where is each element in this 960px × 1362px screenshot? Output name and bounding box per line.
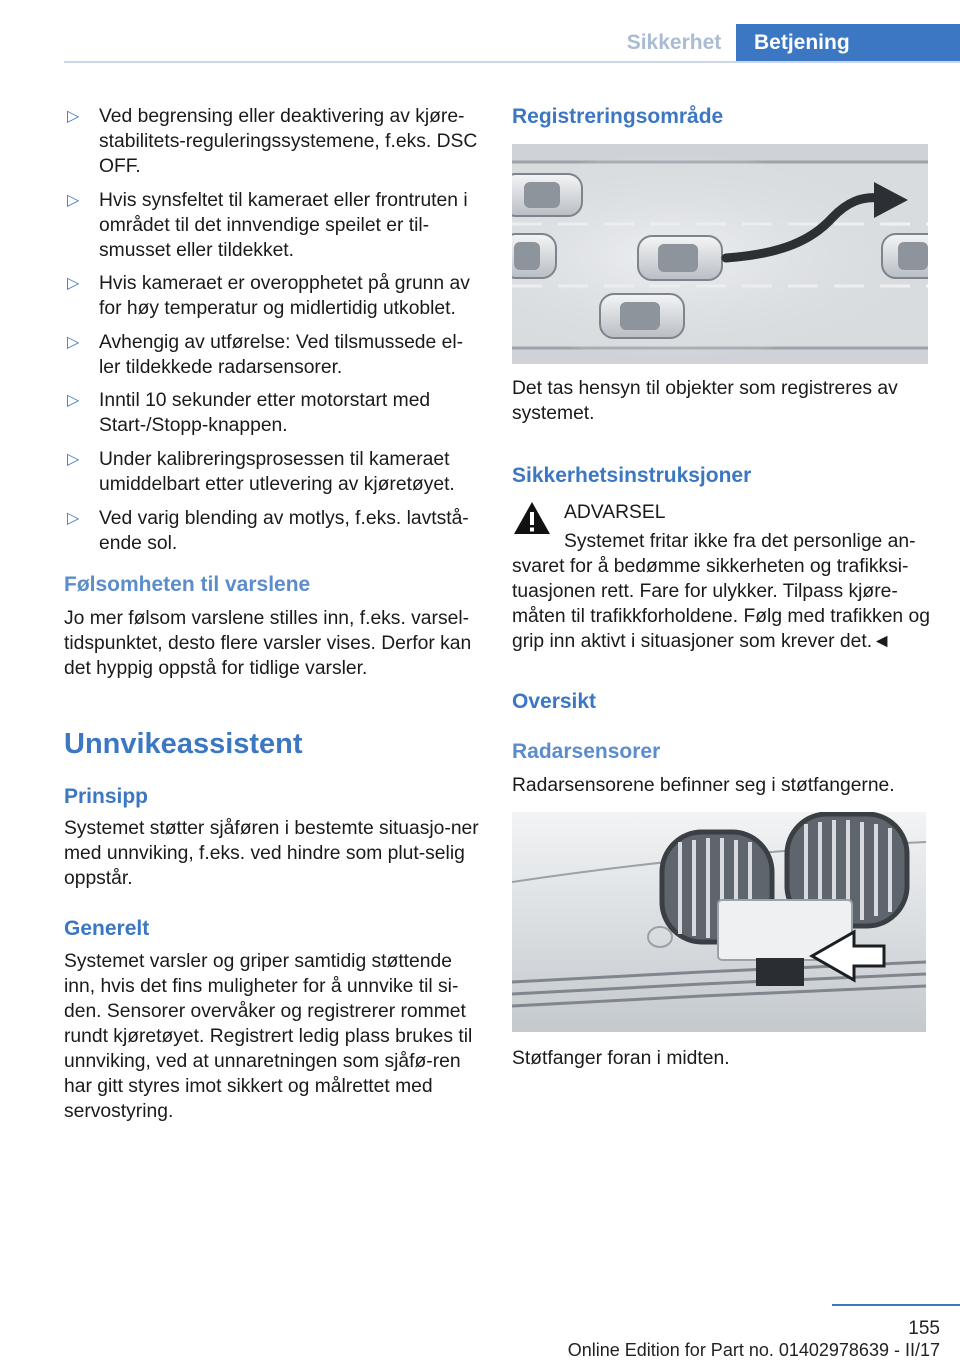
general-heading: Generelt: [64, 917, 150, 940]
car-icon: [512, 234, 556, 278]
radar-heading: Radarsensorer: [512, 740, 661, 763]
triangle-bullet-icon: ▷: [67, 275, 80, 293]
list-item: [64, 104, 484, 179]
edition-info: Online Edition for Part no. 01402978639 - II/17: [567, 1340, 940, 1360]
list-item: [64, 447, 484, 497]
registration-caption: [512, 376, 932, 426]
sensitivity-paragraph: Jo mer følsom varslene stilles inn, f.eks. varsel-tidspunktet, desto flere varsler vises. Derfor kan det hyppig oppstå for tidlige varsler.: [64, 608, 472, 679]
bullet-text: Avhengig av utførelse: Ved tilsmussede el-ler tildekkede radarsensorer.: [99, 331, 464, 378]
car-icon: [638, 236, 722, 280]
bullet-list-container: [64, 104, 484, 564]
principle-heading: Prinsipp: [64, 785, 149, 808]
list-item: [64, 271, 484, 321]
triangle-bullet-icon: ▷: [67, 191, 80, 209]
bullet-text: Hvis synsfeltet til kameraet eller frontruten i området til det innvendige speilet er til-smusset eller tildekket.: [99, 189, 468, 261]
list-item: [64, 506, 484, 556]
registration-heading: Registreringsområde: [512, 105, 724, 128]
triangle-bullet-icon: ▷: [67, 108, 80, 125]
bumper-caption: [512, 1046, 932, 1071]
general-paragraph: Systemet varsler og griper samtidig støttende inn, hvis det fins muligheter for å unnvike til si-den. Sensorer overvåker og registrerer rommet rundt kjøretøyet. Registrert ledig plass brukes til unnviking, ved at unnaretningen som sjåfø-ren har gitt styres imot sikkert og målrettet med servostyring.: [64, 951, 473, 1122]
bullet-text: Under kalibreringsprosessen til kameraet umiddelbart etter utlevering av kjøretøyet.: [99, 448, 455, 495]
header-divider: [64, 61, 960, 63]
bullet-text: Ved begrensing eller deaktivering av kjøre-stabilitets-reguleringssystemene, f.eks. DSC OFF.: [99, 106, 478, 177]
warning-title: ADVARSEL: [564, 502, 666, 523]
list-item: [64, 388, 484, 438]
road-detection-diagram: [512, 144, 928, 364]
triangle-bullet-icon: ▷: [67, 509, 80, 527]
tab-operation: Betjening: [736, 24, 960, 62]
principle-paragraph: Systemet støtter sjåføren i bestemte situasjo-ner med unnviking, f.eks. ved hindre som plut-selig oppstår.: [64, 818, 479, 889]
page-number: 155: [908, 1318, 940, 1339]
triangle-bullet-icon: ▷: [67, 450, 80, 468]
triangle-bullet-icon: ▷: [67, 392, 80, 410]
warning-text: Systemet fritar ikke fra det personlige an-svaret for å bedømme sikkerheten og trafikksi-tuasjonen rett. Fare for ulykker. Tilpass kjøre-måten til trafikkforholdene. Følg med trafikken og grip inn aktivt i situasjoner som krever det.◄: [512, 531, 930, 652]
sensitivity-heading: Følsomheten til varslene: [64, 573, 311, 596]
bumper-drawing: [512, 812, 926, 1032]
principle-text: [64, 816, 484, 891]
car-icon: [512, 174, 582, 216]
list-item: [64, 188, 484, 263]
registration-caption-text: Det tas hensyn til objekter som registreres av systemet.: [512, 378, 898, 424]
section-title: Unnvikeassistent: [64, 728, 303, 760]
bumper-illustration: [512, 812, 926, 1032]
warning-text-block: [512, 529, 932, 654]
bullet-text: Ved varig blending av motlys, f.eks. lavtstå-ende sol.: [99, 507, 469, 554]
safety-heading: Sikkerhetsinstruksjoner: [512, 464, 752, 487]
radar-text: [512, 773, 932, 798]
list-item: [64, 330, 484, 380]
bullet-list: [64, 104, 484, 556]
triangle-bullet-icon: ▷: [67, 333, 80, 351]
radar-sensor: [756, 958, 804, 986]
bullet-text: Hvis kameraet er overopphetet på grunn av for høy temperatur og midlertidig utkoblet.: [99, 273, 470, 320]
car-icon: [600, 294, 684, 338]
general-text: [64, 949, 484, 1124]
overview-heading: Oversikt: [512, 690, 597, 713]
registration-area-illustration: [512, 144, 928, 364]
bullet-text: Inntil 10 sekunder etter motorstart med Start-/Stopp-knappen.: [99, 390, 431, 437]
bumper-caption-text: Støtfanger foran i midten.: [512, 1048, 730, 1069]
car-icon: [882, 234, 928, 278]
tab-safety: Sikkerhet: [626, 31, 722, 54]
radar-paragraph: Radarsensorene befinner seg i støtfangerne.: [512, 775, 895, 796]
sensitivity-text: [64, 606, 484, 681]
footer-divider: [832, 1304, 960, 1306]
